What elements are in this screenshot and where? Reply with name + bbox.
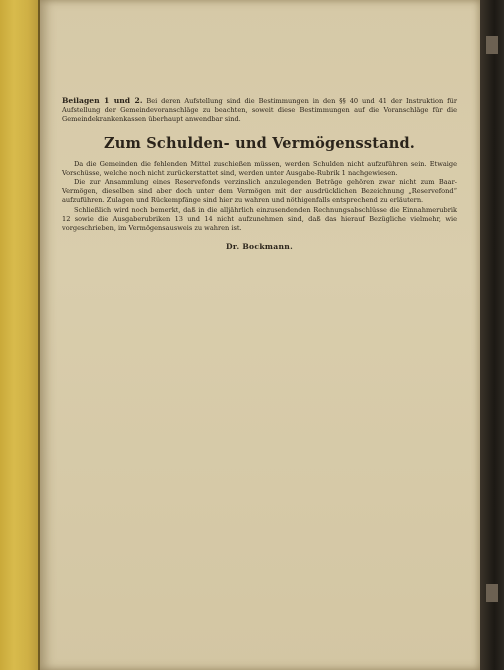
- page-shadow-edge: [480, 0, 504, 670]
- signature: Dr. Bockmann.: [225, 242, 294, 252]
- document-page: [40, 0, 480, 670]
- paragraph-closing-note: Schließlich wird noch bemerkt, daß in die alljährlich einzusendenden Rechnungsabschlüsse die Einnahmerubrik 12 sowie die Ausgaberubriken 13 und 14 nicht aufzunehmen sind, daß das hierauf Bezügliche vielmehr, wie vorgeschrieben, im Vermögensausweis zu wahren ist.: [62, 205, 457, 233]
- binding-mark-bottom: [486, 584, 498, 602]
- section-title: Zum Schulden- und Vermögensstand.: [103, 134, 416, 152]
- beilagen-heading: Beilagen 1 und 2.: [62, 96, 143, 105]
- beilagen-paragraph: [62, 96, 457, 125]
- page-content: [62, 96, 457, 251]
- beilagen-text: Bei deren Aufstellung sind die Bestimmungen in den §§ 40 und 41 der Instruktion für Aufstellung der Gemeindevoranschläge zu beachten, soweit diese Bestimmungen auf die Voranschläge für die Gemeindekrankenkassen überhaupt anwendbar sind.: [62, 97, 457, 124]
- paragraph-reserve-fund: Die zur Ansammlung eines Reservefonds verzinslich anzulegenden Beträge gehören zwar nicht zum Baar-Vermögen, dieselben sind aber doch unter dem Vermögen mit der ausdrücklichen Bezeichnung „Reservefond“ aufzuführen. Zulagen und Rückempfänge sind hier zu wahren und nöthigenfalls entsprechend zu erläutern.: [62, 178, 457, 205]
- book-binding-edge: [0, 0, 40, 670]
- binding-mark-top: [486, 36, 498, 54]
- paragraph-debts: Da die Gemeinden die fehlenden Mittel zuschießen müssen, werden Schulden nicht aufzuführen sein. Etwaige Vorschüsse, welche noch nicht zurückerstattet sind, werden unter Ausgabe-Rubrik 1 nachgewiesen.: [62, 159, 457, 177]
